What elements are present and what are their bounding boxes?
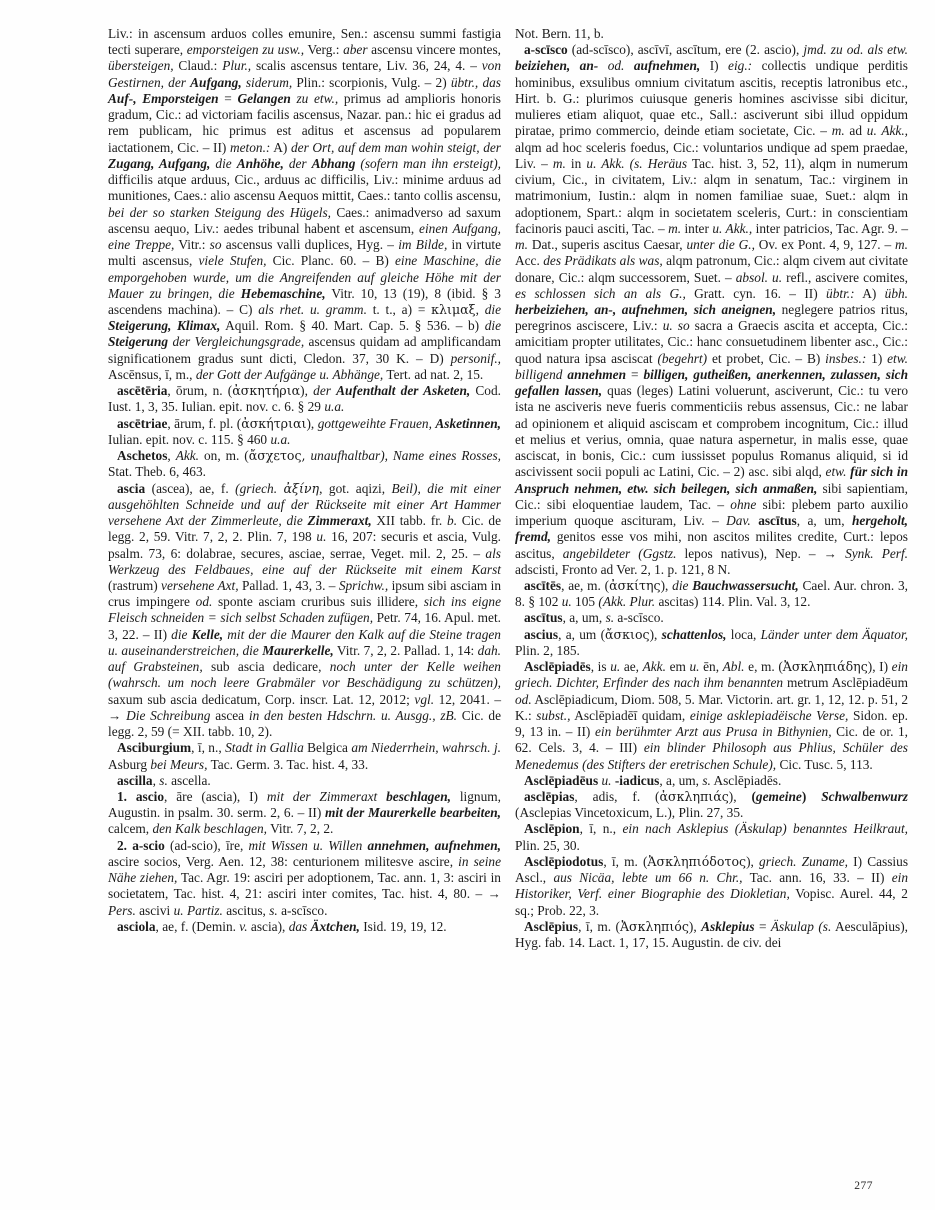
dictionary-entry: Asclēpion, ī, n., ein nach Asklepius (Äskulap) benanntes Heilkraut, Plin. 25, 30. (515, 821, 908, 853)
dictionary-entry: ascius, a, um (ἄσκιος), schattenlos, loca, Länder unter dem Äquator, Plin. 2, 185. (515, 626, 908, 658)
left-column (108, 26, 501, 935)
two-column-body (0, 26, 935, 951)
dictionary-entry: asciola, ae, f. (Demin. v. ascia), das Äxtchen, Isid. 19, 19, 12. (117, 918, 447, 934)
dictionary-entry: Asciburgium, ī, n., Stadt in Gallia Belgica am Niederrhein, wahrsch. j. Asburg bei Meurs, Tac. Germ. 3. Tac. hist. 4, 33. (108, 740, 501, 772)
right-column (515, 26, 908, 951)
dictionary-entry: ascētēria, ōrum, n. (ἀσκητήρια), der Aufenthalt der Asketen, Cod. Iust. 1, 3, 35. Iulian. epit. nov. c. 6. § 29 u.a. (108, 383, 501, 415)
page-number: 277 (854, 1180, 873, 1192)
dictionary-entry: ascētriae, ārum, f. pl. (ἀσκήτριαι), gottgeweihte Frauen, Asketinnen, Iulian. epit. nov. c. 115. § 460 u.a. (108, 415, 502, 447)
dictionary-entry: Asclēpius, ī, m. (Ἀσκληπιός), Asklepius = Äskulap (s. Aesculāpius), Hyg. fab. 14. Lact. 1, 17, 15. Augustin. de civ. dei (515, 918, 908, 951)
dictionary-entry: Not. Bern. 11, b. (515, 26, 604, 41)
dictionary-entry: Aschetos, Akk. on, m. (ἄσχετος, unaufhaltbar), Name eines Rosses, Stat. Theb. 6, 463. (108, 448, 501, 480)
dictionary-entry: ascilla, s. ascella. (117, 772, 211, 788)
dictionary-entry: Asclēpiodotus, ī, m. (Ἀσκληπιόδοτος), griech. Zuname, I) Cassius Ascl., aus Nicäa, lebte um 66 n. Chr., Tac. ann. 16, 33. – II) ein Historiker, Verf. einer Biographie des Diokletian, Vopisc. Aurel. 44, 2 sq.; Prob. 22, 3. (515, 853, 909, 918)
dictionary-entry: ascītēs, ae, m. (ἀσκίτης), die Bauchwassersucht, Cael. Aur. chron. 3, 8. § 102 u. 105 (Akk. Plur. ascitas) 114. Plin. Val. 3, 12. (515, 577, 908, 610)
dictionary-entry: a-scīsco (ad-scīsco), ascīvī, ascītum, ere (2. ascio), jmd. zu od. als etw. beiziehen, an- od. aufnehmen, I) eig.: collectis undique perditis hominibus, exsulibus omnium civitatum ascitis, receptis latronibus etc., Hirt. b. G.: plurimos cuiusque generis homines ascivisse sibi dicitur, mulieres etiam aliquot, quae etc., Sall.: asciverunt sibi illud oppidum piratae, primo commercio, deinde etiam societate, Cic. – m. ad u. Akk., alqm ad hoc sceleris foedus, Cic.: voluntarios undique ad spem praedae, Liv. – m. in u. Akk. (s. Heräus Tac. hist. 3, 52, 11), alqm in numerum civium, Cic., in civitatem, Liv.: alqm in senatum, Tac.: virginem in matrimonium, Iustin.: alqm in nomen familiae suae, Suet.: alqm in adoptionem, Spart.: alqm in societatem sceleris, Curt.: in conscientiam facinoris pauci asciti, Tac. – m. inter u. Akk., inter patricios, Tac. Agr. 9. – m. Dat., superis ascitus Caesar, unter die G., Ov. ex Pont. 4, 9, 127. – m. Acc. des Prädikats als was, alqm patronum, Cic.: alqm civem aut civitate donare, Cic.: alqm successorem, Suet. – absol. u. refl., ascivere comites, es schlossen sich an als G., Gratt. cyn. 16. – II) übtr.: A) übh. herbeiziehen, an-, aufnehmen, sich aneignen, neglegere patrios ritus, peregrinos asciscere, Liv.: u. so sacra a Graecis ascita et accepta, Cic.: amicitiam propter utilitates, Cic.: hanc consuetudinem libenter asc., Cic.: quod natura ipsa asciscat (begehrt) et probet, Cic. – B) insbes.: 1) etw. billigend annehmen = billigen, gutheißen, anerkennen, zulassen, sich gefallen lassen, quas (leges) Latini voluerunt, asciverunt, Cic.: tu vero ista ne asciveris neve fueris commenticiis rebus assensus, Cic.: ne labar ad opinionem et aliquid asciscam et comprobem incognitum, Cic.: illud et melius et verius, omnia, quae natura aspernetur, in malis esse, quae asciscat, in bonis, Cic.: cum iussisset populus Romanus aliquid, si id ascivissent socii populi ac Latini, Cic. – 2) asc. sibi alqd, etw. für sich in Anspruch nehmen, etw. sich beilegen, sich anmaßen, sibi sapientiam, Cic.: sibi eloquentiae laudem, Tac. – ohne sibi: plebem parto auxilio imperium quoque ascituram, Liv. – Dav. ascītus, a, um, hergeholt, fremd, genitos esse vos mihi, non ascitos milites credite, Curt.: lepos ascitus, angebildeter (Ggstz. lepos nativus), Nep. – → Synk. Perf. adscisti, Fronto ad Ver. 2, 1. p. 121, 8 N. (515, 42, 909, 577)
dictionary-entry: ascītus, a, um, s. a-scīsco. (524, 610, 664, 626)
dictionary-entry: 2. a-scio (ad-scio), īre, mit Wissen u. Willen annehmen, aufnehmen, ascire socios, Verg. Aen. 12, 38: centurionem militesve ascire, in seine Nähe ziehen, Tac. Agr. 19: asciri per adoptionem, Tac. ann. 1, 3: asciri in societatem, Tac. hist. 4, 21: asciri inter comites, Tac. hist. 4, 80. – → Pers. ascivi u. Partiz. ascitus, s. a-scīsco. (108, 837, 501, 918)
dictionary-entry: Liv.: in ascensum arduos colles emunire, Sen.: ascensu summi fastigia tecti superare, emporsteigen zu usw., Verg.: aber ascensu vincere montes, übersteigen, Claud.: Plur., scalis ascensus tentare, Liv. 36, 24, 4. – von Gestirnen, der Aufgang, siderum, Plin.: scorpionis, Vulg. – 2) übtr., das Auf-, Emporsteigen = Gelangen zu etw., primus ad amplioris honoris gradum, Cic.: ad victoriam facilis ascensus, Nazar. pan.: hic ei gradus ad rem publicam, hic primus est aditus et ascensus ad popularem iactationem, Cic. – II) meton.: A) der Ort, auf dem man wohin steigt, der Zugang, Aufgang, die Anhöhe, der Abhang (sofern man ihn ersteigt), difficilis atque arduus, Cic., arduus ac difficilis, Liv.: minime arduus ad munitiones, Caes.: alio ascensu Aequos mittit, Caes.: tanto collis ascensu, bei der so starken Steigung des Hügels, Caes.: animadverso ad saxum ascensu aequo, Liv.: aedes tribunal habent et ascensum, einen Aufgang, eine Treppe, Vitr.: so ascensus valli duplices, Hyg. – im Bilde, in virtute multi ascensus, viele Stufen, Cic. Planc. 60. – B) eine Maschine, die emporgehoben wurde, um die Angreifenden auf gleiche Höhe mit der Mauer zu bringen, die Hebemaschine, Vitr. 10, 13 (19), 8 (ibid. § 3 ascendens machina). – C) als rhet. u. gramm. t. t., a) = κλιμαξ, die Steigerung, Klimax, Aquil. Rom. § 40. Mart. Cap. 5. § 536. – b) die Steigerung der Vergleichungsgrade, ascensus quidam ad amplificandam significationem gradus sunt dicti, Cledon. 37, 30 K. – D) personif., Ascēnsus, ī, m., der Gott der Aufgänge u. Abhänge, Tert. ad nat. 2, 15. (108, 26, 502, 382)
dictionary-entry: Asclēpiadēus u. -iadicus, a, um, s. Asclēpiadēs. (524, 772, 782, 788)
dictionary-entry: asclēpias, adis, f. (ἀσκληπιάς), (gemeine) Schwalbenwurz (Asclepias Vincetoxicum, L.), Plin. 27, 35. (515, 789, 908, 821)
dictionary-entry: Asclēpiadēs, is u. ae, Akk. em u. ēn, Abl. e, m. (Ἀσκληπιάδης), I) ein griech. Dichter, Erfinder des nach ihm benannten metrum Asclēpiadēum od. Asclēpiadicum, Diom. 508, 5. Mar. Victorin. art. gr. 1, 12, 12. p. 51, 2 K.: subst., Asclēpiadēī quidam, einige asklepiadëische Verse, Sidon. ep. 9, 13 in. – II) ein berühmter Arzt aus Prusa in Bithynien, Cic. de or. 1, 62. Cels. 3, 4. – III) ein blinder Philosoph aus Phlius, Schüler des Menedemus (des Stifters der eretrischen Schule), Cic. Tusc. 5, 113. (515, 659, 909, 772)
dictionary-entry: ascia (ascea), ae, f. (griech. ἀξίνη, got. aqizi, Beil), die mit einer ausgehöhlten Schneide und auf der Rückseite mit einer Art Hammer versehene Axt der Zimmerleute, die Zimmeraxt, XII tabb. fr. b. Cic. de legg. 2, 59. Vitr. 7, 2, 2. Plin. 7, 198 u. 16, 207: securis et ascia, Vulg. psalm. 73, 6: dolabrae, secures, asciae, serrae, Veget. mil. 2, 25. – als Werkzeug des Feldbaues, eine auf der Rückseite mit einem Karst (rastrum) versehene Axt, Pallad. 1, 43, 3. – Sprichw., ipsum sibi asciam in crus impingere od. sponte asciam cruribus suis illidere, sich ins eigne Fleisch schneiden = sich selbst Schaden zufügen, Petr. 74, 16. Apul. met. 3, 22. – II) die Kelle, mit der die Maurer den Kalk auf die Steine tragen u. auseinanderstreichen, die Maurerkelle, Vitr. 7, 2, 2. Pallad. 1, 14: dah. auf Grabsteinen, sub ascia dedicare, noch unter der Kelle weihen (wahrsch. um noch leere Grabmäler vor Beschädigung zu schützen), saxum sub ascia dedicatum, Corp. inscr. Lat. 12, 2012; vgl. 12, 2041. – → Die Schreibung ascea in den besten Hdschrn. u. Ausgg., zB. Cic. de legg. 2, 59 (= XII. tabb. 10, 2). (108, 480, 502, 740)
dictionary-entry: 1. ascio, āre (ascia), I) mit der Zimmeraxt beschlagen, lignum, Augustin. in psalm. 30. serm. 2, 6. – II) mit der Maurerkelle bearbeiten, calcem, den Kalk beschlagen, Vitr. 7, 2, 2. (108, 789, 502, 837)
